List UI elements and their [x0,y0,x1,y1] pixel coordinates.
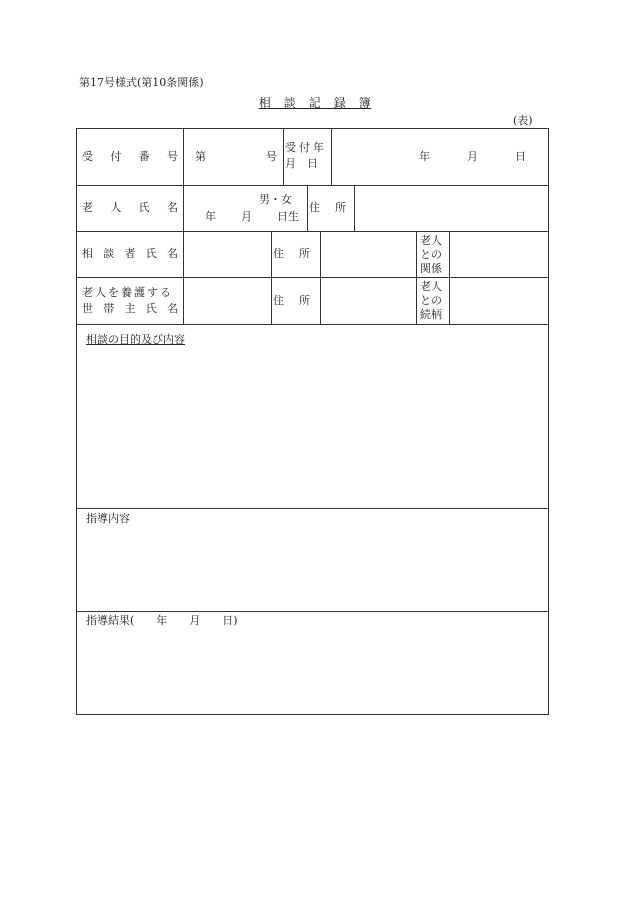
row-divider [76,231,549,232]
number-suffix: 号 [266,150,277,163]
cell-divider [283,128,284,185]
side-indicator: (表) [513,114,533,127]
reception-year-unit: 年 [419,150,430,163]
label-char: 名 [167,247,178,260]
form-title [0,94,630,111]
guidance-section-title: 指導内容 [86,512,130,525]
reception-month-input[interactable] [436,148,464,164]
consultant-name-input[interactable] [188,245,266,261]
householder-kinship-input[interactable] [454,292,544,308]
number-prefix: 第 [195,150,206,163]
cell-divider [320,231,321,324]
birth-day-unit: 日生 [277,210,299,223]
householder-address-input[interactable] [324,292,412,308]
elder-name-input[interactable] [190,189,250,203]
label-char: 氏 [145,247,157,260]
reception-number-label [82,150,178,164]
consultant-address-input[interactable] [324,245,412,261]
relation-label-1: 老人 [420,234,442,247]
kinship-label-3: 続柄 [420,308,442,321]
reception-year-input[interactable] [375,148,415,164]
reception-day-input[interactable] [484,148,512,164]
cell-divider [271,231,272,324]
householder-name-input[interactable] [188,292,266,308]
consultant-address-label: 住 所 [273,247,312,260]
label-char: 氏 [138,201,150,214]
label-char: 名 [167,302,178,315]
result-section-title: 指導結果( 年 月 日) [86,614,238,627]
kinship-label-2: との [420,294,442,307]
section-divider [76,508,549,509]
label-char: 者 [124,247,136,260]
section-divider [76,611,549,612]
elder-address-label: 住 所 [309,201,348,214]
relation-label-2: との [420,248,442,261]
cell-divider [331,128,332,185]
purpose-textarea[interactable] [84,352,542,502]
label-char: 名 [166,201,178,214]
label-char: 番 [138,150,150,163]
label-char: 付 [110,150,122,163]
householder-address-label: 住 所 [273,294,312,307]
row-divider [76,185,549,186]
reception-date-label-bottom: 月 日 [285,157,318,170]
label-char: 老 [82,201,93,214]
row-divider [76,324,549,325]
reception-day-unit: 日 [515,150,526,163]
sex-choice[interactable]: 男・女 [259,193,292,206]
row-divider [76,277,549,278]
purpose-section-title: 相談の目的及び内容 [86,333,185,346]
cell-divider [307,185,308,231]
elder-address-input[interactable] [360,199,540,215]
form-title-text: 相 談 記 録 簿 [258,96,372,110]
cell-divider [416,231,417,324]
cell-divider [354,185,355,231]
householder-label-line2 [82,302,178,316]
label-char: 人 [110,201,122,214]
reception-date-label-top: 受付年 [285,141,327,154]
consultant-name-label [82,247,178,261]
label-char: 号 [166,150,178,163]
label-char: 談 [103,247,115,260]
kinship-label-1: 老人 [420,280,442,293]
form-code: 第17号様式(第10条関係) [79,76,204,89]
reception-month-unit: 月 [467,150,478,163]
consultant-relation-input[interactable] [454,245,544,261]
guidance-textarea[interactable] [84,530,542,606]
label-char: 帯 [103,302,115,315]
label-char: 世 [82,302,93,315]
elder-name-label [82,201,178,215]
relation-label-3: 関係 [420,262,442,275]
birth-year-unit: 年 [205,210,216,223]
label-char: 相 [82,247,93,260]
label-column-divider [183,128,184,324]
cell-divider [449,231,450,324]
label-char: 受 [82,150,93,163]
result-textarea[interactable] [84,632,542,710]
birth-month-unit: 月 [241,210,252,223]
label-char: 主 [124,302,136,315]
householder-label-line1: 老人を養護する [82,286,173,299]
label-char: 氏 [145,302,157,315]
reception-number-input[interactable] [210,148,265,164]
